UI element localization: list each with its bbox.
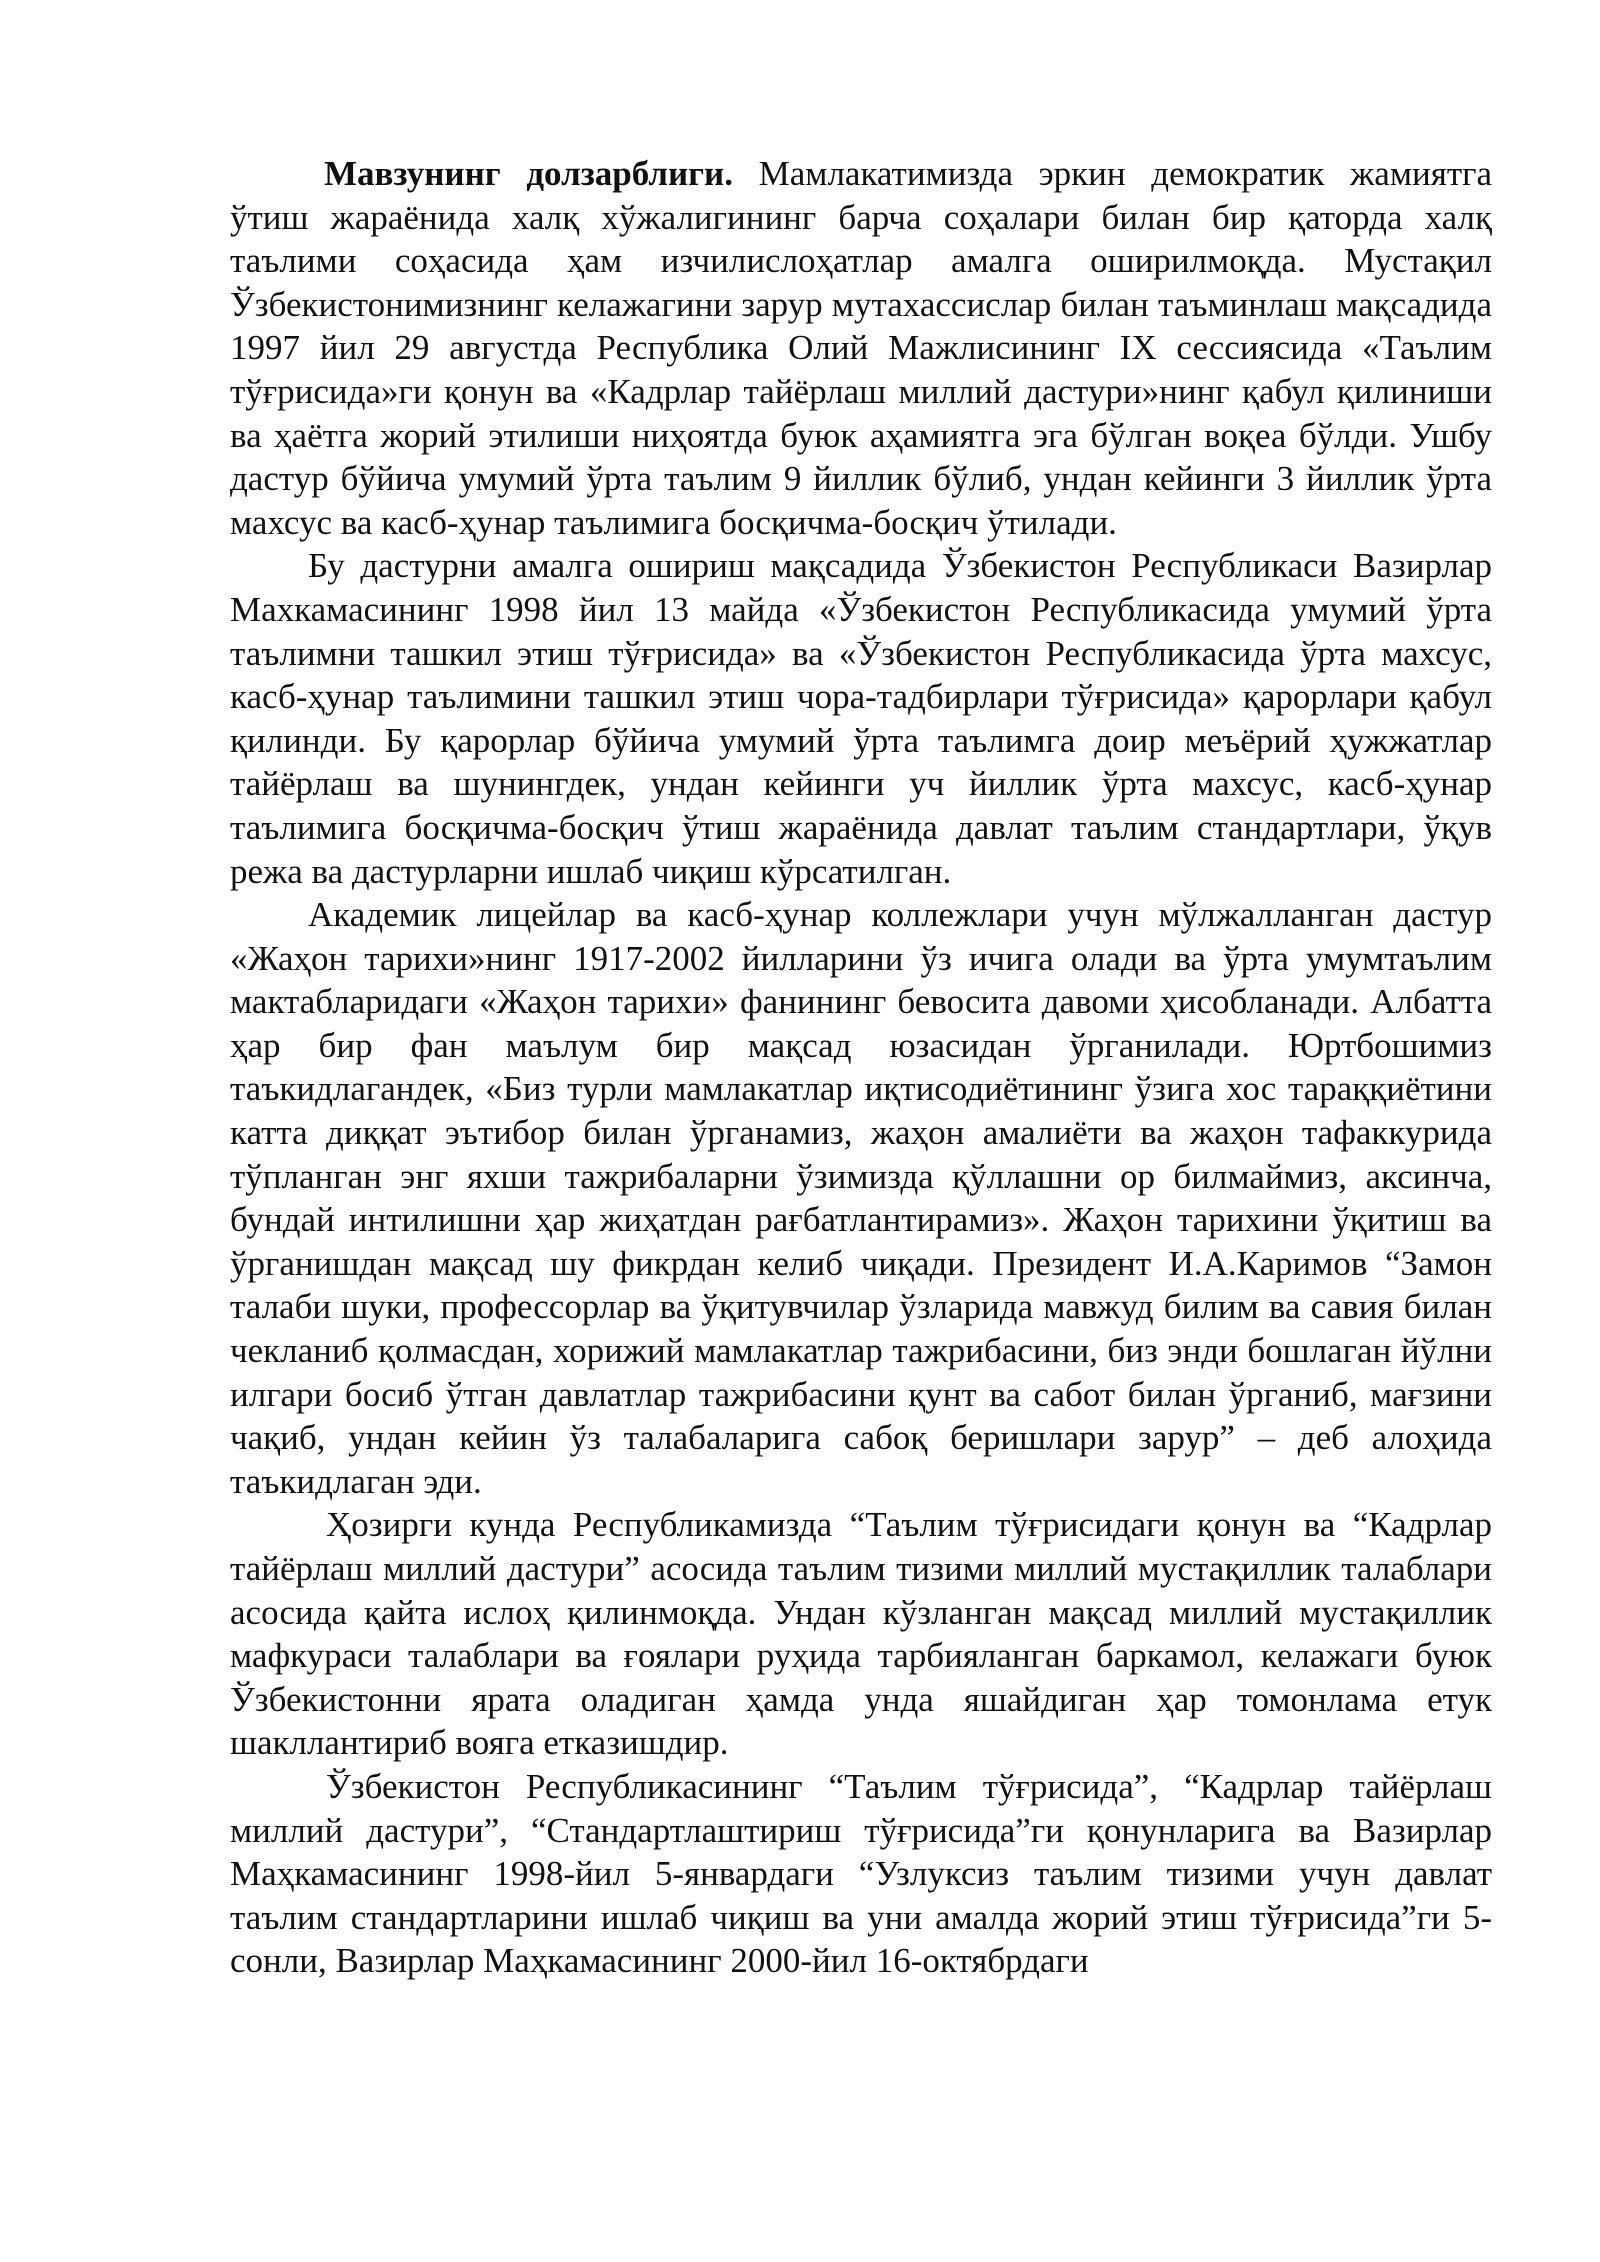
document-page: [230, 152, 1492, 1983]
paragraph-lead-heading: Мавзунинг долзарблиги.: [324, 154, 733, 193]
paragraph-program-implementation: Бу дастурни амалга ошириш мақсадида Ўзбекистон Республикаси Вазирлар Махкамасининг 1998 йил 13 майда «Ўзбекистон Республикасида умумий ўрта таълимни ташкил этиш тўғрисида» ва «Ўзбекистон Республикасида ўрта махсус, касб-ҳунар таълимини ташкил этиш чора-тадбирлари тўғрисида» қарорлари қабул қилинди. Бу қарорлар бўйича умумий ўрта таълимга доир меъёрий ҳужжатлар тайёрлаш ва шунингдек, ундан кейинги уч йиллик ўрта махсус, касб-ҳунар таълимига босқичма-босқич ўтиш жараёнида давлат таълим стандартлари, ўқув режа ва дастурларни ишлаб чиқиш кўрсатилган.: [230, 546, 1492, 891]
paragraph-education-reform: Ҳозирги кунда Республикамизда “Таълим тўғрисидаги қонун ва “Кадрлар тайёрлаш миллий дастури” асосида таълим тизими миллий мустақиллик талаблари асосида қайта ислоҳ қилинмоқда. Ундан кўзланган мақсад миллий мустақиллик мафкураси талаблари ва ғоялари руҳида тарбияланган баркамол, келажаги буюк Ўзбекистонни ярата оладиган ҳамда унда яшайдиган ҳар томонлама етук шакллантириб вояга етказишдир.: [230, 1505, 1492, 1763]
paragraph-legal-basis: Ўзбекистон Республикасининг “Таълим тўғрисида”, “Кадрлар тайёрлаш миллий дастури”, “Стандартлаштириш тўғрисида”ги қонунларига ва Вазирлар Маҳкамасининг 1998-йил 5-январдаги “Узлуксиз таълим тизими учун давлат таълим стандартларини ишлаб чиқиш ва уни амалда жорий этиш тўғрисида”ги 5-сонли, Вазирлар Маҳкамасининг 2000-йил 16-октябрдаги: [230, 1766, 1492, 1981]
paragraph-world-history: Академик лицейлар ва касб-ҳунар коллежлари учун мўлжалланган дастур «Жаҳон тарихи»нинг 1917-2002 йилларини ўз ичига олади ва ўрта умумтаълим мактабларидаги «Жаҳон тарихи» фанининг бевосита давоми ҳисобланади. Албатта ҳар бир фан маълум бир мақсад юзасидан ўрганилади. Юртбошимиз таъкидлагандек, «Биз турли мамлакатлар иқтисодиётининг ўзига хос тараққиётини катта диққат эътибор билан ўрганамиз, жаҳон амалиёти ва жаҳон тафаккурида тўпланган энг яхши тажрибаларни ўзимизда қўллашни ор билмаймиз, аксинча, бундай интилишни ҳар жиҳатдан рағбатлантирамиз». Жаҳон тарихини ўқитиш ва ўрганишдан мақсад шу фикрдан келиб чиқади. Президент И.А.Каримов “Замон талаби шуки, профессорлар ва ўқитувчилар ўзларида мавжуд билим ва савия билан чекланиб қолмасдан, хорижий мамлакатлар тажрибасини, биз энди бошлаган йўлни илгари босиб ўтган давлатлар тажрибасини қунт ва сабот билан ўрганиб, мағзини чақиб, ундан кейин ўз талабаларига сабоқ беришлари зарур” – деб алоҳида таъкидлаган эди.: [230, 895, 1492, 1501]
paragraph-relevance: [230, 152, 1492, 544]
paragraph-text: Мамлакатимизда эркин демократик жамиятга ўтиш жараёнида халқ хўжалигининг барча соҳалари билан бир қаторда халқ таълими соҳасида ҳам изчилислоҳатлар амалга оширилмоқда. Мустақил Ўзбекистонимизнинг келажагини зарур мутахассислар билан таъминлаш мақсадида 1997 йил 29 августда Республика Олий Мажлисининг IX сессиясида «Таълим тўғрисида»ги қонун ва «Кадрлар тайёрлаш миллий дастури»нинг қабул қилиниши ва ҳаётга жорий этилиши ниҳоятда буюк аҳамиятга эга бўлган воқеа бўлди. Ушбу дастур бўйича умумий ўрта таълим 9 йиллик бўлиб, ундан кейинги 3 йиллик ўрта махсус ва касб-ҳунар таълимига босқичма-босқич ўтилади.: [230, 154, 1493, 542]
